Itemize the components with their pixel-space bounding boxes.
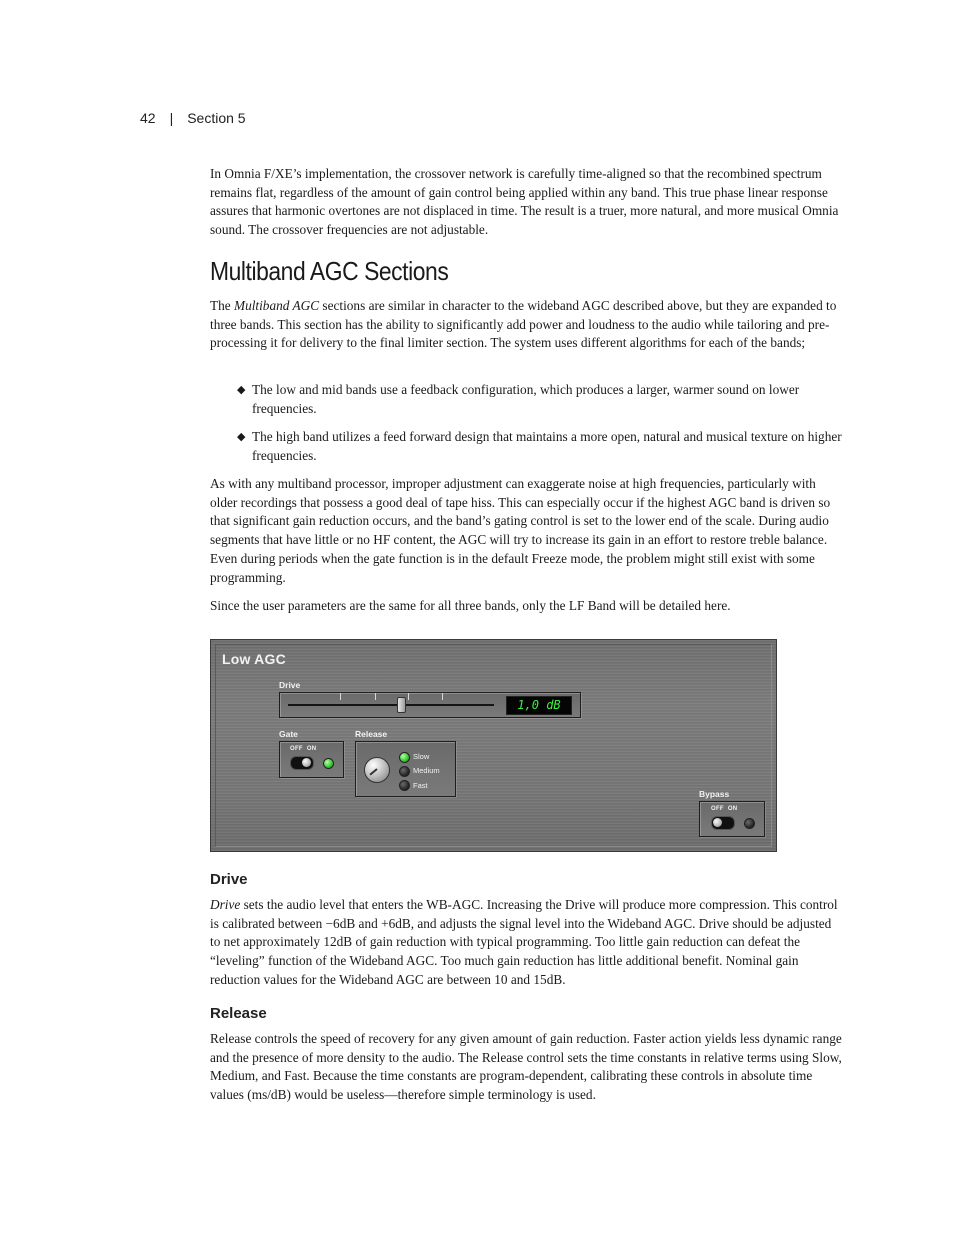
release-label: Release	[355, 729, 388, 739]
drive-heading: Drive	[210, 871, 248, 888]
bypass-on-label: ON	[727, 806, 738, 812]
release-knob[interactable]	[364, 757, 390, 783]
gate-label: Gate	[279, 729, 298, 739]
bullet-text: The high band utilizes a feed forward design that maintains a more open, natural and musical texture on higher frequencies.	[252, 429, 842, 463]
release-fast-led-icon[interactable]	[399, 780, 410, 791]
section-title: Multiband AGC Sections	[210, 256, 449, 286]
gate-on-label: ON	[306, 746, 317, 752]
gate-switch-labels	[290, 746, 316, 752]
bypass-off-label: OFF	[711, 806, 724, 812]
bullet-text: The low and mid bands use a feedback configuration, which produces a larger, warmer sound on lower frequencies.	[252, 382, 800, 416]
gate-toggle-knob	[302, 758, 311, 767]
multiband-body: sections are similar in character to the wideband AGC described above, but they are expanded to three bands. This section has the ability to significantly add power and loudness to the audio while tailoring and pre-processing it for delivery to the final limiter section. The system uses different algorithms for each of the bands;	[210, 298, 837, 351]
release-option-slow[interactable]: Slow	[413, 752, 430, 761]
bypass-switch-labels	[711, 806, 737, 812]
section-label: Section 5	[187, 110, 246, 126]
drive-slider-track[interactable]	[288, 704, 494, 706]
drive-tick	[408, 693, 409, 700]
release-option-fast[interactable]: Fast	[413, 781, 428, 790]
multiband-paragraph	[210, 297, 842, 353]
release-control-box	[355, 741, 456, 797]
drive-control-box	[279, 692, 581, 718]
gate-toggle-switch[interactable]	[290, 756, 314, 770]
drive-slider-thumb[interactable]	[397, 697, 406, 713]
drive-term: Drive	[210, 897, 241, 912]
release-paragraph: Release controls the speed of recovery for any given amount of gain reduction. Faster action yields less dynamic range and the presence of more density to the audio. The Release control sets the time constants in relative terms using Slow, Medium, and Fast. Because the time constants are program-dependent, calibrating these controls in absolute time values (ms/dB) would be useless—therefore simple terminology is used.	[210, 1031, 842, 1103]
release-medium-led-icon[interactable]	[399, 766, 410, 777]
knob-pointer-icon	[369, 768, 377, 775]
bypass-toggle-knob	[713, 818, 722, 827]
gate-control-box	[279, 741, 344, 778]
release-option-medium[interactable]: Medium	[413, 766, 440, 775]
drive-tick	[340, 693, 341, 700]
diamond-bullet-icon: ◆	[237, 384, 246, 396]
page-header	[140, 110, 246, 126]
drive-tick	[442, 693, 443, 700]
drive-label: Drive	[279, 680, 301, 690]
release-slow-led-icon[interactable]	[399, 752, 410, 763]
drive-value-display: 1,0 dB	[506, 696, 572, 715]
drive-body: sets the audio level that enters the WB-AGC. Increasing the Drive will produce more compression. This control is calibrated between −6dB and +6dB, and adjusts the signal level into the Wideband AGC. Drive should be adjusted to net approximately 12dB of gain reduction with typical programming. Too little gain reduction can defeat the “leveling” function of the Wideband AGC. Too much gain reduction has little additional benefit. Nominal gain reduction values for the Wideband AGC are between 10 and 15dB.	[210, 897, 838, 987]
bypass-led-icon	[744, 818, 755, 829]
drive-paragraph	[210, 896, 842, 990]
panel-title: Low AGC	[222, 651, 286, 667]
diamond-bullet-icon: ◆	[237, 431, 246, 443]
bypass-label: Bypass	[699, 789, 730, 799]
gate-led-icon	[323, 758, 334, 769]
multiband-prefix: The	[210, 298, 234, 313]
gate-off-label: OFF	[290, 746, 303, 752]
intro-paragraph: In Omnia F/XE’s implementation, the crossover network is carefully time-aligned so that the recombined spectrum remains flat, regardless of the amount of gain control being applied within any band. This true phase linear response assures that harmonic overtones are not displaced in time. The result is a truer, more natural, and more musical Omnia sound. The crossover frequencies are not adjustable.	[210, 166, 839, 238]
noise-paragraph: As with any multiband processor, improper adjustment can exaggerate noise at high frequencies, particularly with older recordings that possess a good deal of tape hiss. This can especially occur if the highest AGC band is driven so that significant gain reduction occurs, and the band’s gating control is set to the lower end of the scale. During audio segments that have little or no HF content, the AGC will try to increase its gain in an effort to restore treble balance. Even during periods when the gate function is in the default Freeze mode, the problem might still exist with some programming.	[210, 476, 831, 585]
header-separator: |	[169, 110, 174, 126]
drive-tick	[375, 693, 376, 700]
multiband-term: Multiband AGC	[234, 298, 320, 313]
bypass-control-box	[699, 801, 765, 837]
params-paragraph: Since the user parameters are the same for all three bands, only the LF Band will be detailed here.	[210, 598, 731, 613]
release-heading: Release	[210, 1005, 267, 1022]
bypass-toggle-switch[interactable]	[711, 816, 735, 830]
low-agc-panel	[210, 639, 777, 852]
page-number: 42	[140, 110, 156, 126]
